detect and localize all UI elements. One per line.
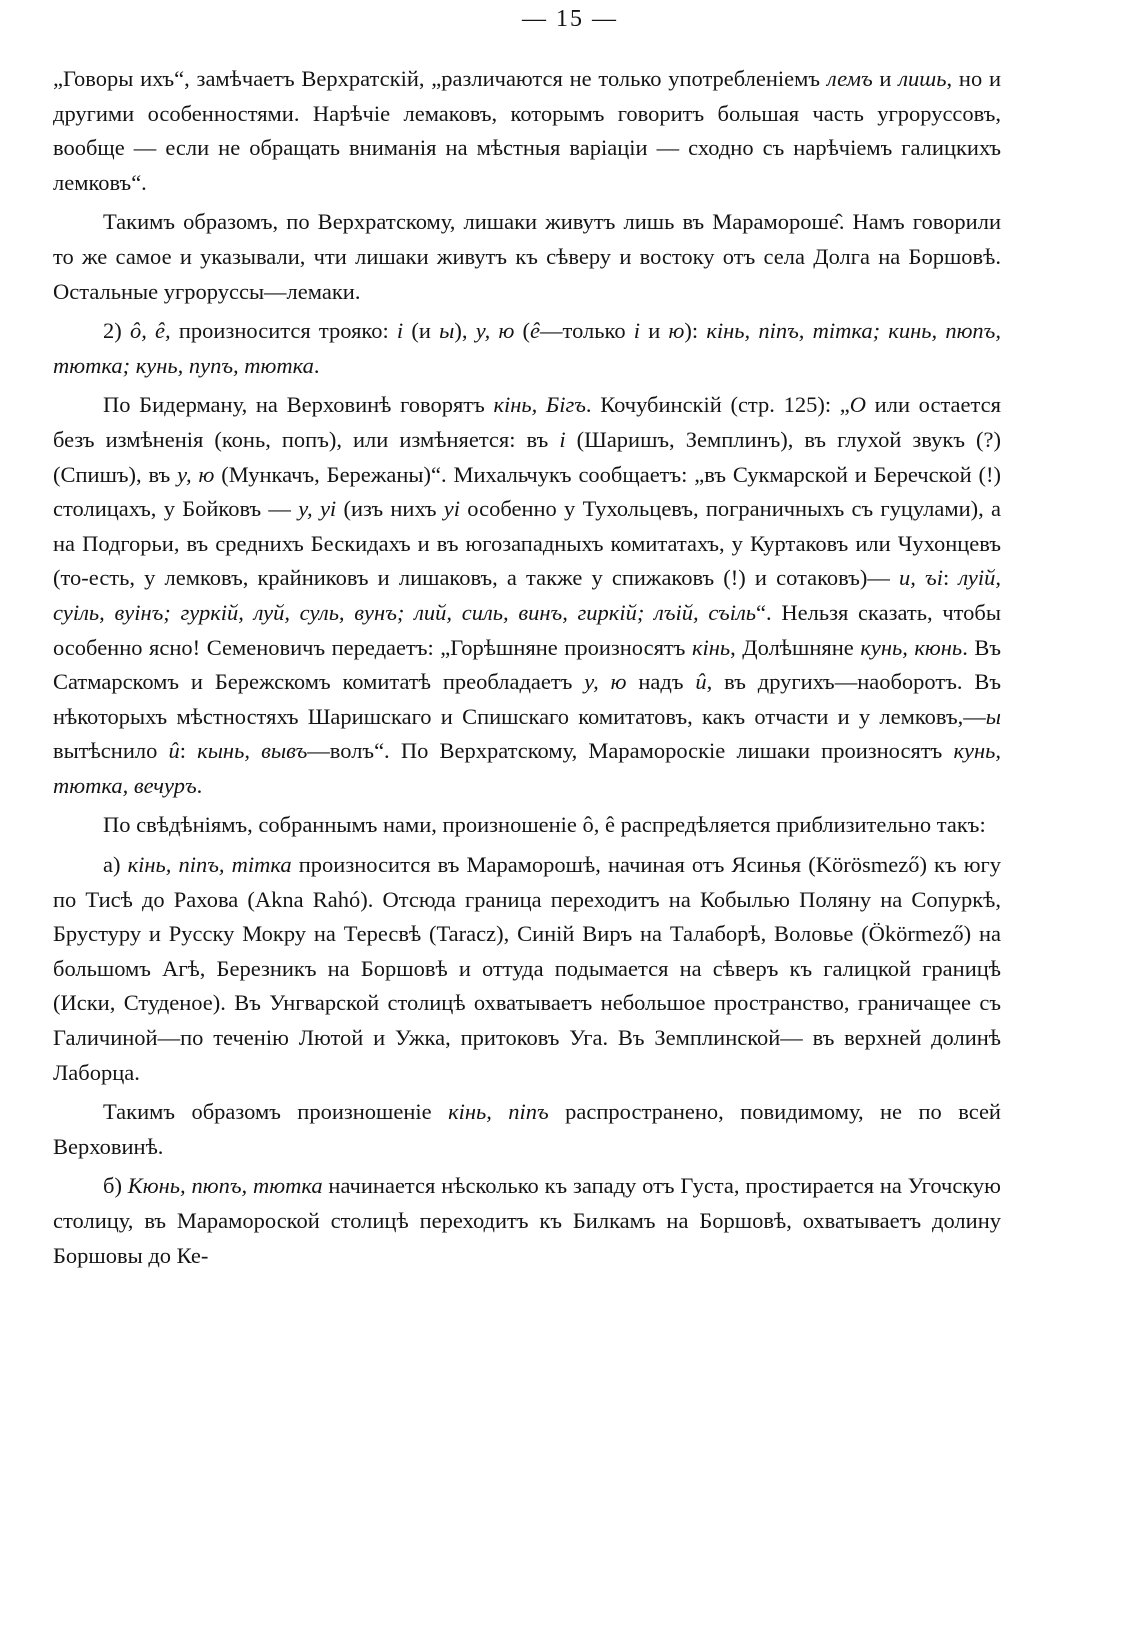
text-segment: Такимъ образомъ произношеніе [103, 1099, 449, 1125]
text-segment: По свѣдѣніямъ, собраннымъ нами, произношеніе ô, ê распредѣляется приблизительно такъ: [103, 812, 986, 838]
text-segment: : [179, 738, 198, 764]
italic-text: у, уі [298, 496, 337, 522]
text-segment: (и [403, 318, 440, 344]
text-segment: . Въ Сатмарскомъ и Бережскомъ комитатѣ преобладаетъ [53, 634, 1001, 695]
paragraph [53, 848, 1001, 1090]
italic-text: лишь [898, 66, 947, 91]
text-segment: (Мункачъ, Бережаны)“. Михальчукъ сообщаетъ: „въ Сукмарской и Беречской (!) столицахъ, у Бойковъ — [53, 461, 1002, 522]
text-segment: произносится въ Мараморошѣ, начиная отъ Ясинья (Körösmező) къ югу по Тисѣ до Рахова (Akna Rahó). Отсюда граница переходитъ на Кобылью Поляну на Сопуркѣ, Брустуру и Русску Мокру на Тересвѣ (Taracz), Синій Виръ на Талаборѣ, Воловье (Ökörmező) на большомъ Агѣ, Березникъ на Боршовѣ и оттуда подымается на сѣверъ къ галицкой границѣ (Иски, Студеное). Въ Унгварской столицѣ охватываетъ небольшое пространство, граничащее съ Галичиной—по теченію Лютой и Ужка, притоковъ Уга. Въ Земплинской— въ верхней долинѣ Лаборца. [53, 852, 1002, 1085]
italic-text: уі [443, 496, 461, 522]
text-segment: ), [454, 318, 476, 344]
text-segment: . [196, 772, 203, 798]
text-segment: , въ другихъ—наоборотъ. Въ нѣкоторыхъ мѣстностяхъ Шаришскаго и Спишскаго комитатовъ, какъ отчасти и у лемковъ,— [53, 669, 1001, 729]
italic-text: у, ю [475, 318, 515, 344]
italic-text: ы [439, 318, 455, 344]
text-segment: начинается нѣсколько къ западу отъ Густа, простирается на Угочскую столицу, въ Марамороской столицѣ переходитъ къ Билкамъ на Боршовѣ, охватываетъ долину Боршовы до Ке- [53, 1173, 1001, 1268]
text-segment: . Кочубинскій (стр. 125): „ [585, 392, 850, 418]
paragraph [53, 62, 1001, 200]
text-segment: особенно у Тухольцевъ, пограничныхъ съ гуцулами), а на Подгорьи, въ среднихъ Бескидахъ и въ югозападныхъ комитатахъ, у Куртаковъ или Чухонцевъ (то-есть, у лемковъ, крайниковъ и лишаковъ, а также у спижаковъ (!) и сотаковъ)— [53, 496, 1002, 591]
text-segment: или остается безъ измѣненія (конь, попъ), или измѣняется: въ [53, 392, 1001, 452]
paragraph [53, 205, 1001, 309]
italic-text: кінь, Бігъ [493, 392, 586, 418]
italic-text: û [168, 738, 180, 764]
italic-text: О [849, 392, 866, 418]
text-segment: вытѣснило [53, 738, 169, 764]
italic-text: кінь [691, 634, 731, 660]
italic-text: ê [530, 318, 541, 344]
text-segment: По Бидерману, на Верховинѣ говорятъ [103, 392, 494, 418]
paragraph [53, 314, 1001, 383]
text-segment: ): [684, 318, 707, 344]
text-segment: произносится трояко: [170, 318, 397, 344]
text-segment: а) [103, 852, 128, 878]
page-number: — 15 — [522, 6, 618, 32]
italic-text: Кюнь, пюпъ, тютка [127, 1173, 323, 1199]
italic-text: луій, суіль, вуінъ; гуркій, луй, суль, вунъ; лий, силь, винъ, гиркій; лъій, съіль [53, 565, 1001, 625]
italic-text: кынь, вывъ [197, 738, 308, 764]
italic-text: у, ю [584, 669, 627, 695]
italic-text: і [396, 318, 404, 344]
text-segment: распространено, повидимому, не по всей Верховинѣ. [53, 1099, 1001, 1159]
italic-text: лемъ [826, 66, 873, 91]
text-segment: “. Нельзя сказать, чтобы особенно ясно! Семеновичъ передаетъ: „Горѣшняне произносятъ [53, 599, 1001, 660]
paragraph [53, 388, 1001, 803]
italic-text: у, ю [177, 461, 215, 487]
italic-text: і [633, 318, 641, 344]
italic-text: ы [985, 703, 1001, 729]
italic-text: кінь, піпъ [448, 1099, 549, 1125]
text-segment: , Долѣшняне [730, 634, 861, 660]
text-segment: —волъ“. По Верхратскому, Марамороскіе лишаки произносятъ [307, 738, 954, 764]
text-segment: . [313, 352, 320, 378]
italic-text: û [695, 669, 707, 695]
italic-text: кунь, тютка, вечуръ [53, 738, 1001, 798]
text-segment: ( [514, 318, 531, 344]
text-segment: Такимъ образомъ, по Верхратскому, лишаки живутъ лишь въ Марамороше̂. Намъ говорили то же самое и указывали, чти лишаки живутъ къ сѣверу и востоку отъ села Долга на Боршовѣ. Остальные угроруссы—лемаки. [53, 209, 1001, 304]
italic-text: ô, ê, [129, 318, 171, 344]
text-segment: 2) [103, 318, 130, 344]
text-segment: (Шаришъ, Земплинъ), въ глухой звукъ (?) (Спишъ), въ [53, 426, 1001, 487]
paragraph [53, 1169, 1001, 1273]
italic-text: ю [668, 318, 685, 344]
paragraph [53, 1095, 1001, 1164]
text-segment: б) [103, 1173, 128, 1199]
italic-text: і [559, 426, 566, 452]
text-segment: : [942, 565, 959, 591]
text-body [53, 62, 1001, 1278]
text-segment: „Говоры ихъ“, замѣчаетъ Верхратскій, „различаются не только употребленіемъ [53, 66, 827, 91]
text-segment: —только [540, 318, 634, 344]
italic-text: кунь, кюнь [860, 634, 963, 660]
italic-text: кінь, піпъ, тітка [127, 852, 292, 878]
text-segment: (изъ нихъ [336, 496, 444, 522]
text-segment: надъ [626, 669, 696, 695]
italic-text: кінь, піпъ, тітка; кинь, пюпъ, тютка; кунь, пупъ, тютка [53, 318, 1001, 378]
italic-text: и, ъі [899, 565, 943, 591]
text-segment: , но и другими особенностями. Нарѣчіе лемаковъ, которымъ говоритъ большая часть угроруссовъ, вообще — если не обращать вниманія на мѣстныя варіаціи — сходно съ нарѣчіемъ галицкихъ лемковъ“. [53, 66, 1001, 195]
text-segment: и [872, 66, 899, 91]
text-segment: и [640, 318, 669, 344]
paragraph [53, 808, 1001, 843]
